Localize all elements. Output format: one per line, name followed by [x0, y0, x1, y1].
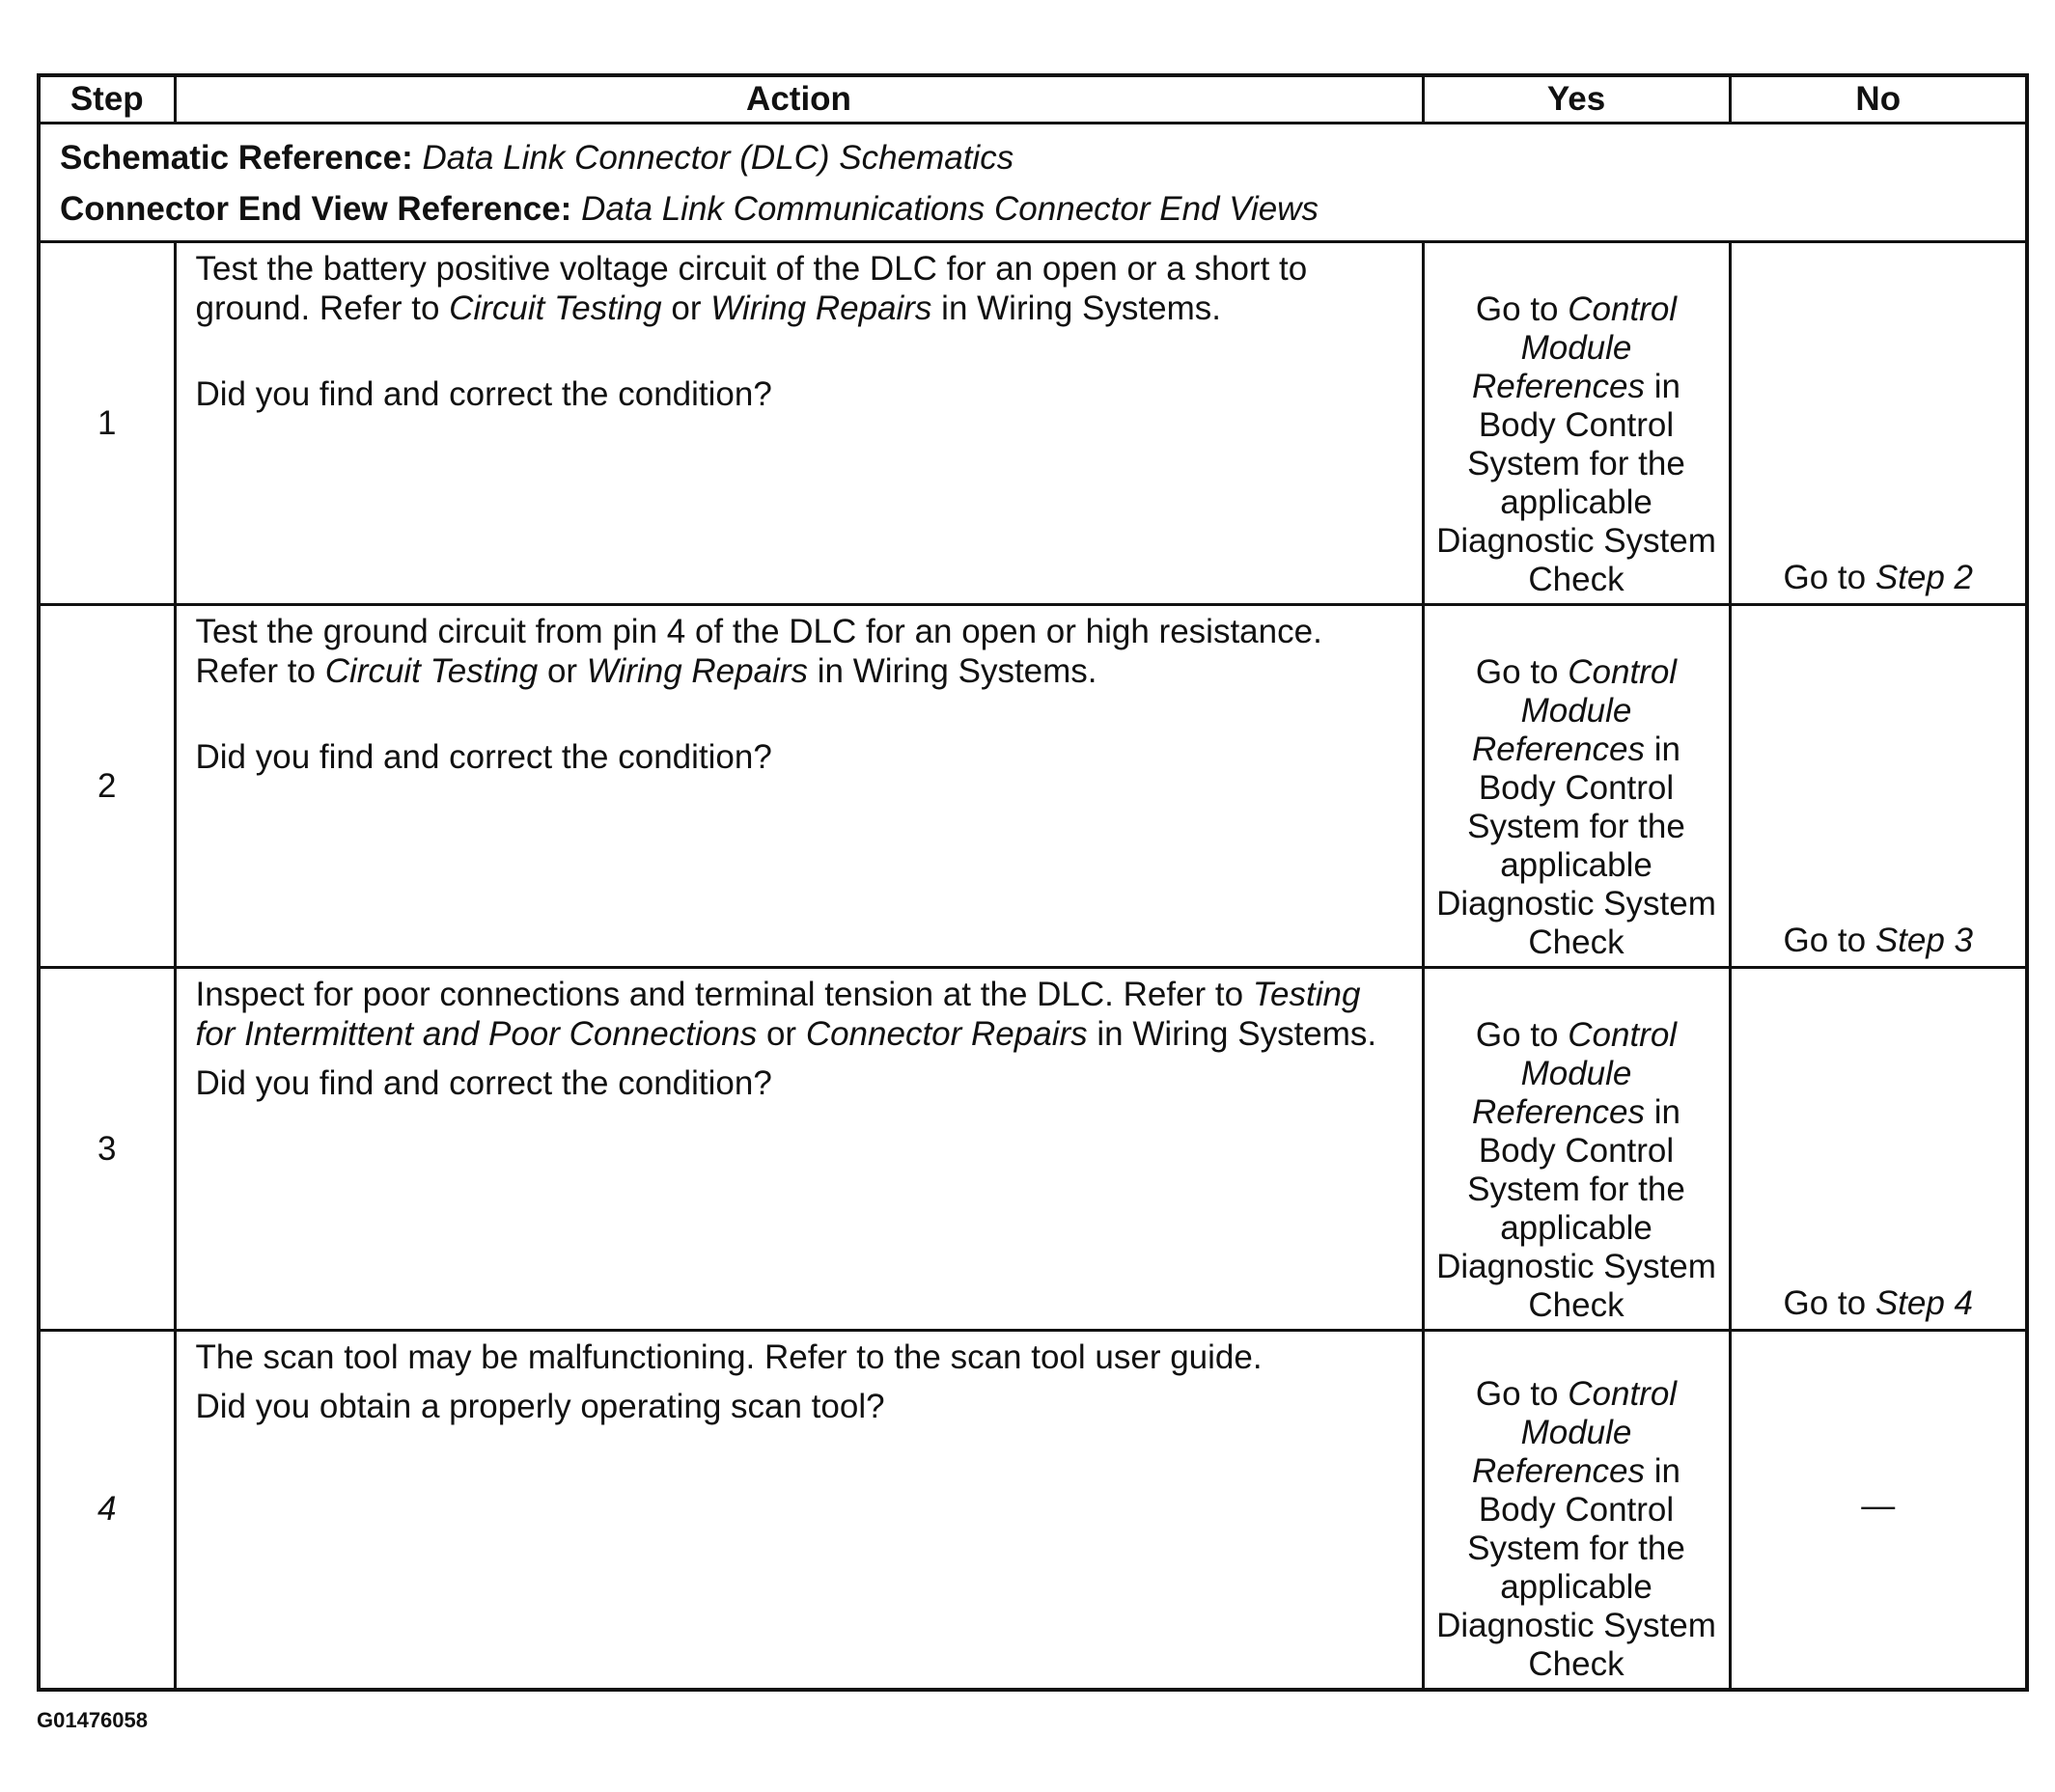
connector-repairs-link[interactable]: Connector Repairs [805, 1015, 1088, 1053]
action-question: Did you find and correct the condition? [195, 738, 772, 776]
header-no: No [1730, 75, 2027, 124]
no-go-to: Go to [1783, 559, 1867, 596]
step-number: 3 [39, 968, 175, 1331]
no-cell [1730, 968, 2027, 1331]
yes-go-to: Go to [1475, 1016, 1559, 1054]
yes-cell [1423, 1331, 1730, 1690]
schematic-reference-label: Schematic Reference: [60, 139, 413, 177]
table-row [39, 968, 2027, 1331]
no-go-to: Go to [1783, 1284, 1867, 1322]
control-module-references-link[interactable]: Control Module References [1472, 290, 1678, 405]
table-row [39, 242, 2027, 605]
figure-id: G01476058 [37, 1708, 148, 1732]
table-row [39, 1331, 2027, 1690]
action-text-a: Test the battery positive voltage circuit of the DLC for an open or a short to ground. Refer to [195, 250, 1308, 327]
header-step: Step [39, 75, 175, 124]
action-text-b: in Wiring Systems. [817, 652, 1097, 690]
header-row [39, 75, 2027, 124]
step-4-link[interactable]: Step 4 [1874, 1284, 1974, 1322]
action-cell [175, 605, 1423, 968]
no-go-to: Go to [1783, 922, 1867, 959]
circuit-testing-link[interactable]: Circuit Testing [449, 289, 662, 327]
control-module-references-link[interactable]: Control Module References [1472, 653, 1678, 768]
yes-cell [1423, 605, 1730, 968]
yes-tail: in Body Control System for the applicable Diagnostic System Check [1436, 368, 1716, 598]
yes-tail: in Body Control System for the applicable Diagnostic System Check [1436, 1451, 1716, 1683]
action-question: Did you find and correct the condition? [195, 1064, 772, 1102]
header-action: Action [175, 75, 1423, 124]
yes-tail: in Body Control System for the applicable Diagnostic System Check [1436, 731, 1716, 961]
no-cell [1730, 242, 2027, 605]
or-text: or [546, 652, 578, 690]
action-cell [175, 242, 1423, 605]
step-3-link[interactable]: Step 3 [1874, 922, 1974, 959]
header-yes: Yes [1423, 75, 1730, 124]
intermittent-connections-link[interactable]: Testing for Intermittent and Poor Connections [195, 976, 1361, 1053]
step-2-link[interactable]: Step 2 [1874, 559, 1974, 596]
step-number: 2 [39, 605, 175, 968]
or-text: or [671, 289, 702, 327]
connector-reference-label: Connector End View Reference: [60, 190, 572, 228]
action-text-b: in Wiring Systems. [941, 289, 1221, 327]
yes-go-to: Go to [1475, 653, 1559, 691]
diagnostic-table [37, 73, 2029, 1692]
yes-cell [1423, 242, 1730, 605]
schematic-reference-link[interactable]: Data Link Connector (DLC) Schematics [422, 139, 1014, 177]
step-number: 1 [39, 242, 175, 605]
yes-go-to: Go to [1475, 290, 1559, 328]
no-cell [1730, 1331, 2027, 1690]
action-text-a: Test the ground circuit from pin 4 of the DLC for an open or high resistance. Refer to [195, 613, 1322, 690]
action-question: Did you obtain a properly operating scan tool? [195, 1388, 885, 1425]
action-text-a: The scan tool may be malfunctioning. Refer to the scan tool user guide. [195, 1338, 1263, 1376]
wiring-repairs-link[interactable]: Wiring Repairs [586, 652, 808, 690]
action-cell [175, 1331, 1423, 1690]
table-row [39, 605, 2027, 968]
yes-cell [1423, 968, 1730, 1331]
action-question: Did you find and correct the condition? [195, 375, 772, 413]
no-dash: — [1861, 1487, 1896, 1526]
or-text: or [765, 1015, 797, 1053]
connector-reference-link[interactable]: Data Link Communications Connector End Views [581, 190, 1319, 228]
control-module-references-link[interactable]: Control Module References [1472, 1374, 1678, 1490]
reference-cell [39, 124, 2027, 242]
action-text [196, 975, 1404, 1054]
action-text-a: Inspect for poor connections and terminal tension at the DLC. Refer to [195, 976, 1244, 1013]
control-module-references-link[interactable]: Control Module References [1472, 1016, 1678, 1131]
action-text [196, 1337, 1404, 1377]
schematic-reference [60, 132, 2006, 183]
yes-tail: in Body Control System for the applicable Diagnostic System Check [1436, 1093, 1716, 1324]
wiring-repairs-link[interactable]: Wiring Repairs [710, 289, 932, 327]
action-text [196, 612, 1404, 691]
action-text [196, 249, 1404, 328]
reference-row [39, 124, 2027, 242]
connector-reference [60, 183, 2006, 234]
circuit-testing-link[interactable]: Circuit Testing [324, 652, 539, 690]
step-number: 4 [39, 1331, 175, 1690]
no-cell [1730, 605, 2027, 968]
yes-go-to: Go to [1475, 1374, 1559, 1413]
action-text-b: in Wiring Systems. [1097, 1015, 1377, 1053]
action-cell [175, 968, 1423, 1331]
